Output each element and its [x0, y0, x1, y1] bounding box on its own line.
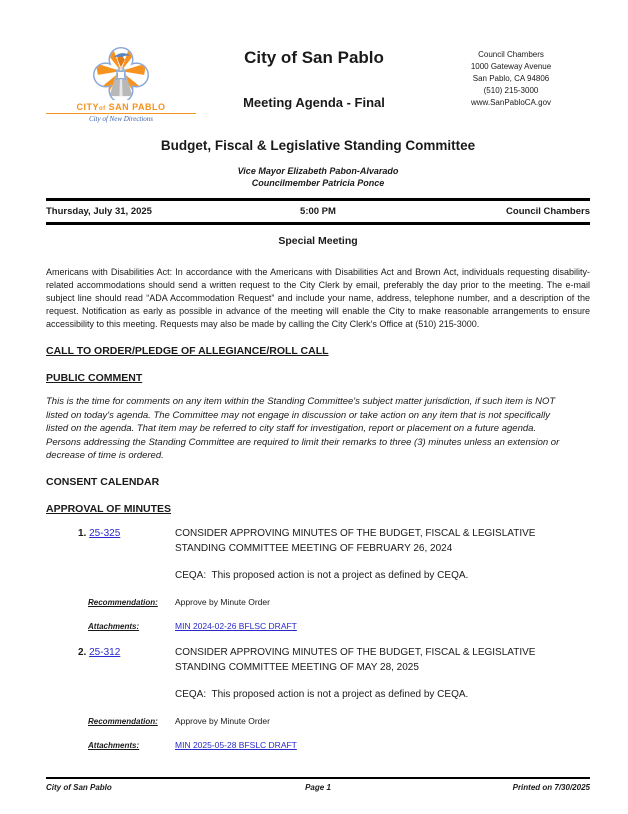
- agenda-item-2: [46, 645, 590, 700]
- recommendation-label: Recommendation:: [88, 716, 158, 726]
- public-comment-text: This is the time for comments on any item within the Standing Committee's subject matter jurisdiction, if such item is NOT listed on today's agenda. The Committee may not engage in discussion or take action on any item that is not specifically listed on the agenda. That item may be referred to city staff for investigation, report or placement on a future agenda. Persons addressing the Standing Committee are required to limit their remarks to three (3) minutes unless an extension or decrease of time is ordered.: [46, 396, 560, 461]
- committee-members: [46, 166, 590, 189]
- item-1-recommendation: Approve by Minute Order: [175, 596, 270, 607]
- contact-phone: (510) 215-3000: [483, 86, 539, 95]
- item-2-attachments-row: [46, 735, 590, 753]
- contact-city: San Pablo, CA 94806: [472, 74, 550, 83]
- item-2-id: [78, 645, 175, 700]
- page-footer: [46, 777, 590, 792]
- item-1-text: [175, 526, 590, 581]
- item-2-title: CONSIDER APPROVING MINUTES OF THE BUDGET, FISCAL & LEGISLATIVE STANDING COMMITTEE MEETING OF MAY 28, 2025: [175, 646, 536, 673]
- item-2-recommendation-row: [46, 716, 590, 726]
- header-titles: [196, 46, 432, 110]
- divider-bottom: [46, 222, 590, 225]
- ada-notice: Americans with Disabilities Act: In accordance with the Americans with Disabilities Act and Brown Act, individuals requesting disability-related accommodations should send a written request to the City Clerk by email, preferably the day prior to the meeting. The e-mail subject line should read “ADA Accommodation Request” and include your name, address, telephone number, and a description of the request. Notification as early as possible in advance of the meeting will enable the City to make reasonable arrangements to ensure accessibility to this meeting. Requests may also be made by calling the City Clerk's Office at (510) 215-3000.: [46, 267, 590, 329]
- meeting-location: Council Chambers: [506, 206, 590, 217]
- section-consent-calendar: CONSENT CALENDAR: [46, 475, 160, 488]
- item-1-attachment-link[interactable]: MIN 2024-02-26 BFLSC DRAFT: [175, 620, 297, 631]
- meeting-type: Special Meeting: [278, 235, 358, 247]
- item-2-number: 2.: [78, 646, 87, 658]
- city-title: City of San Pablo: [244, 48, 384, 67]
- item-2-ceqa: CEQA: This proposed action is not a project as defined by CEQA.: [175, 688, 469, 700]
- footer-city: City of San Pablo: [46, 783, 112, 792]
- contact-street: 1000 Gateway Avenue: [470, 62, 552, 71]
- meeting-time: 5:00 PM: [300, 206, 336, 217]
- section-public-comment: PUBLIC COMMENT: [46, 372, 143, 384]
- footer-printed-date: Printed on 7/30/2025: [512, 783, 590, 792]
- attachments-label: Attachments:: [88, 740, 140, 750]
- item-2-attachment-link[interactable]: MIN 2025-05-28 BFSLC DRAFT: [175, 739, 297, 750]
- member-councilmember: Councilmember Patricia Ponce: [251, 177, 385, 188]
- item-2-recommendation: Approve by Minute Order: [175, 715, 270, 726]
- item-2-text: [175, 645, 590, 700]
- document-header: [46, 46, 590, 123]
- meeting-date: Thursday, July 31, 2025: [46, 206, 152, 217]
- recommendation-label: Recommendation:: [88, 597, 158, 607]
- city-seal-icon: [92, 46, 150, 100]
- item-1-attachments-row: [46, 616, 590, 634]
- section-call-to-order: CALL TO ORDER/PLEDGE OF ALLEGIANCE/ROLL CALL: [46, 345, 329, 357]
- agenda-item-1: [46, 526, 590, 581]
- item-1-title: CONSIDER APPROVING MINUTES OF THE BUDGET, FISCAL & LEGISLATIVE STANDING COMMITTEE MEETING OF FEBRUARY 26, 2024: [175, 527, 536, 554]
- item-1-file-link[interactable]: 25-325: [89, 527, 121, 539]
- item-1-recommendation-row: [46, 597, 590, 607]
- item-1-number: 1.: [78, 527, 87, 539]
- contact-block: [432, 46, 590, 109]
- item-1-ceqa: CEQA: This proposed action is not a project as defined by CEQA.: [175, 569, 469, 581]
- footer-divider: [46, 777, 590, 779]
- section-approval-of-minutes: APPROVAL OF MINUTES: [46, 502, 172, 515]
- contact-venue: Council Chambers: [478, 50, 544, 59]
- logo-wordmark: CITYof SAN PABLO: [46, 102, 196, 114]
- footer-page-number: Page 1: [305, 783, 331, 792]
- meeting-info-row: [46, 206, 590, 217]
- item-2-file-link[interactable]: 25-312: [89, 646, 121, 658]
- logo-tagline: City of New Directions: [88, 115, 154, 123]
- item-1-id: [78, 526, 175, 581]
- divider-top: [46, 198, 590, 201]
- member-vice-mayor: Vice Mayor Elizabeth Pabon-Alvarado: [237, 166, 399, 176]
- city-logo: [46, 46, 196, 123]
- contact-website: www.SanPabloCA.gov: [470, 98, 552, 107]
- committee-name: Budget, Fiscal & Legislative Standing Committee: [160, 138, 476, 153]
- attachments-label: Attachments:: [88, 621, 140, 631]
- agenda-title: Meeting Agenda - Final: [243, 95, 385, 110]
